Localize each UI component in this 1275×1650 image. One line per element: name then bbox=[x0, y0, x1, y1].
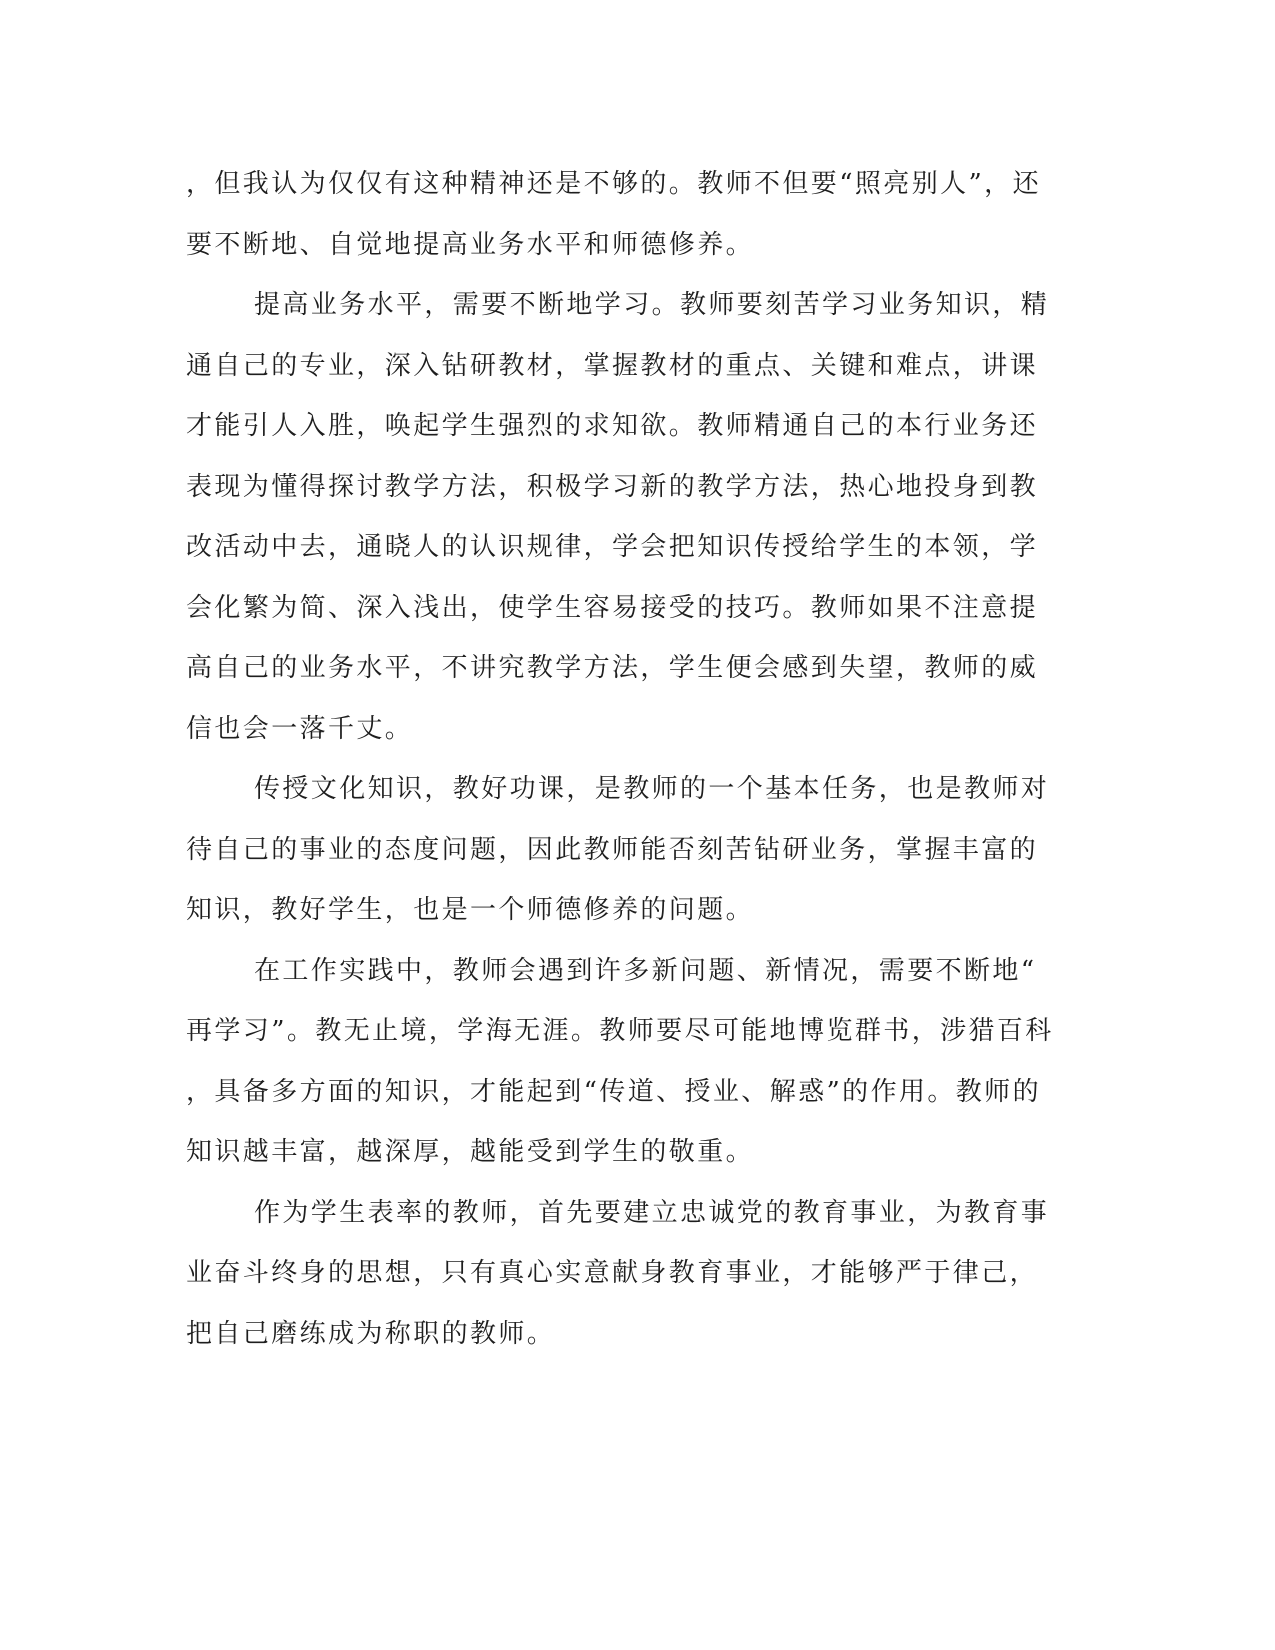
text-line: 在工作实践中，教师会遇到许多新问题、新情况，需要不断地“ bbox=[254, 955, 1037, 986]
text-line: 通自己的专业，深入钻研教材，掌握教材的重点、关键和难点，讲课 bbox=[186, 350, 1039, 381]
text-line: 提高业务水平，需要不断地学习。教师要刻苦学习业务知识，精 bbox=[254, 290, 1050, 320]
text-line: 表现为懂得探讨教学方法，积极学习新的教学方法，热心地投身到教 bbox=[186, 471, 1039, 502]
body-text bbox=[186, 154, 1066, 1364]
text-line: 待自己的事业的态度问题，因此教师能否刻苦钻研业务，掌握丰富的 bbox=[186, 834, 1039, 865]
text-line: 作为学生表率的教师，首先要建立忠诚党的教育事业，为教育事 bbox=[254, 1197, 1050, 1228]
text-line: 知识越丰富，越深厚，越能受到学生的敬重。 bbox=[186, 1137, 755, 1167]
text-line: 信也会一落千丈。 bbox=[186, 713, 414, 744]
paragraph-2 bbox=[186, 275, 1066, 759]
text-line: 把自己磨练成为称职的教师。 bbox=[186, 1318, 556, 1349]
paragraph-3 bbox=[186, 759, 1066, 941]
paragraph-4 bbox=[186, 941, 1066, 1183]
text-line: 知识，教好学生，也是一个师德修养的问题。 bbox=[186, 895, 755, 925]
text-line: 再学习”。教无止境，学海无涯。教师要尽可能地博览群书，涉猎百科 bbox=[186, 1016, 1054, 1046]
paragraph-1 bbox=[186, 154, 1066, 275]
text-line: 会化繁为简、深入浅出，使学生容易接受的技巧。教师如果不注意提 bbox=[186, 592, 1039, 623]
text-line: 才能引人入胜，唤起学生强烈的求知欲。教师精通自己的本行业务还 bbox=[186, 411, 1039, 441]
text-line: ，但我认为仅仅有这种精神还是不够的。教师不但要“照亮别人”，还 bbox=[186, 169, 1041, 199]
text-line: 传授文化知识，教好功课，是教师的一个基本任务，也是教师对 bbox=[254, 774, 1050, 804]
text-line: 要不断地、自觉地提高业务水平和师德修养。 bbox=[186, 229, 755, 260]
text-line: 改活动中去，通晓人的认识规律，学会把知识传授给学生的本领，学 bbox=[186, 532, 1039, 562]
text-line: 业奋斗终身的思想，只有真心实意献身教育事业，才能够严于律己， bbox=[186, 1258, 1039, 1288]
text-line: 高自己的业务水平，不讲究教学方法，学生便会感到失望，教师的威 bbox=[186, 653, 1039, 683]
paragraph-5 bbox=[186, 1183, 1066, 1365]
text-line: ，具备多方面的知识，才能起到“传道、授业、解惑”的作用。教师的 bbox=[186, 1076, 1041, 1107]
